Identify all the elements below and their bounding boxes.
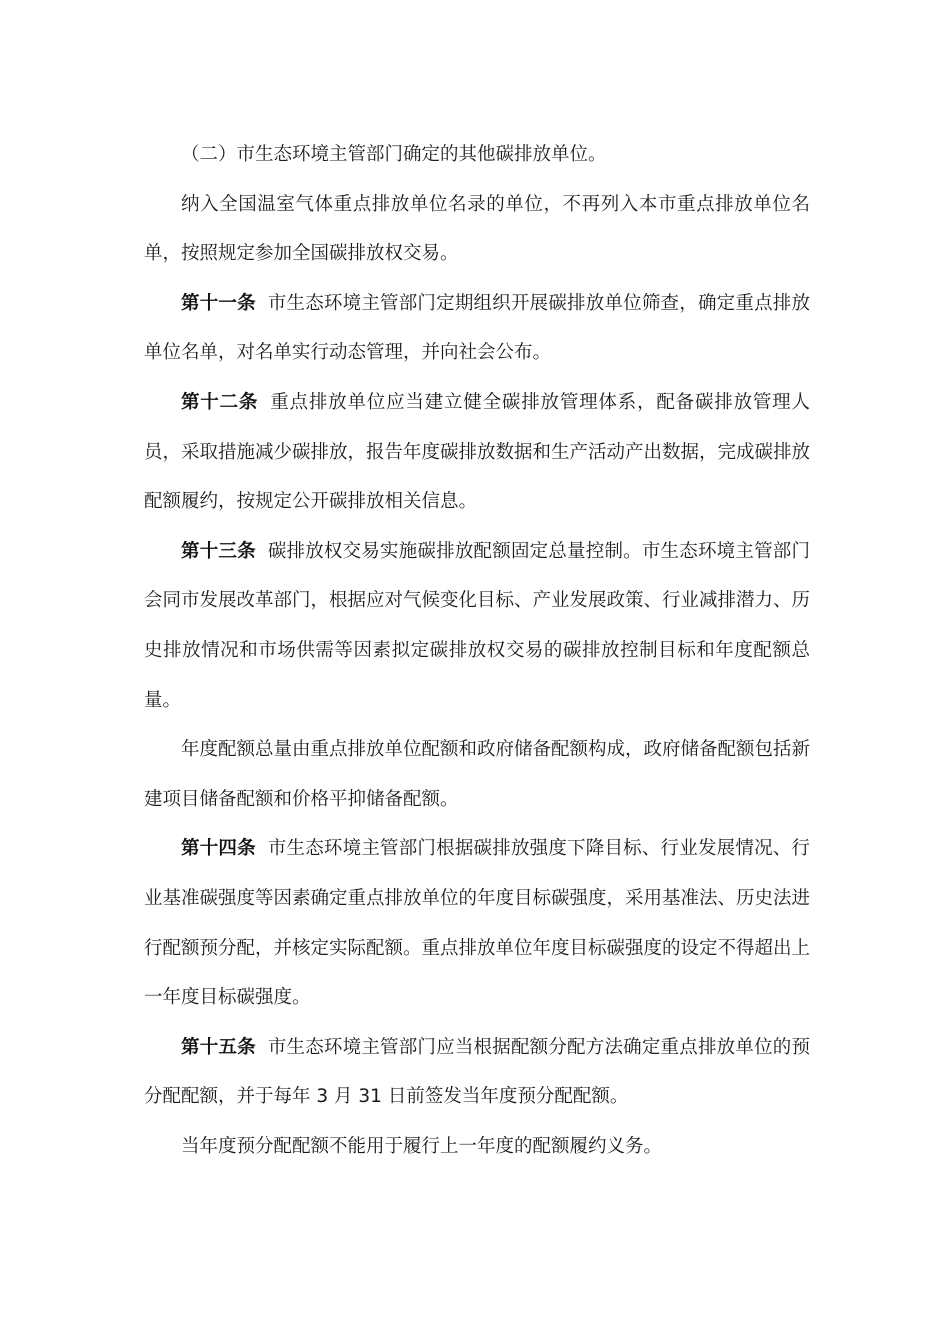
paragraph-text: 当年度预分配配额不能用于履行上一年度的配额履约义务。 bbox=[181, 1135, 663, 1157]
paragraph-quota-composition bbox=[144, 725, 810, 824]
paragraph-text: 市生态环境主管部门根据碳排放强度下降目标、行业发展情况、行业基准碳强度等因素确定重点排放单位的年度目标碳强度，采用基准法、历史法进行配额预分配，并核定实际配额。重点排放单位年度目标碳强度的设定不得超出上一年度目标碳强度。 bbox=[144, 838, 811, 1009]
article-11 bbox=[144, 279, 810, 378]
article-number: 第十五条 bbox=[181, 1036, 256, 1058]
article-number: 第十四条 bbox=[181, 838, 256, 860]
article-15 bbox=[144, 1023, 810, 1122]
paragraph-final bbox=[144, 1122, 810, 1172]
article-number: 第十一条 bbox=[181, 292, 256, 314]
article-13 bbox=[144, 527, 810, 725]
paragraph-text: （二）市生态环境主管部门确定的其他碳排放单位。 bbox=[181, 144, 607, 165]
paragraph-text: 纳入全国温室气体重点排放单位名录的单位，不再列入本市重点排放单位名单，按照规定参加全国碳排放权交易。 bbox=[144, 193, 810, 265]
paragraph-text: 重点排放单位应当建立健全碳排放管理体系，配备碳排放管理人员，采取措施减少碳排放，报告年度碳排放数据和生产活动产出数据，完成碳排放配额履约，按规定公开碳排放相关信息。 bbox=[144, 391, 811, 513]
paragraph-text: 年度配额总量由重点排放单位配额和政府储备配额构成，政府储备配额包括新建项目储备配额和价格平抑储备配额。 bbox=[144, 739, 811, 810]
article-number: 第十三条 bbox=[181, 540, 256, 562]
document-body bbox=[144, 130, 810, 1171]
article-number: 第十二条 bbox=[181, 391, 259, 413]
paragraph-text: 市生态环境主管部门应当根据配额分配方法确定重点排放单位的预分配配额，并于每年 3 月 31 日前签发当年度预分配配额。 bbox=[144, 1036, 810, 1108]
paragraph-1 bbox=[144, 130, 810, 180]
article-12 bbox=[144, 378, 810, 527]
paragraph-text: 碳排放权交易实施碳排放配额固定总量控制。市生态环境主管部门会同市发展改革部门，根据应对气候变化目标、产业发展政策、行业减排潜力、历史排放情况和市场供需等因素拟定碳排放权交易的碳排放控制目标和年度配额总量。 bbox=[144, 540, 811, 711]
paragraph-2 bbox=[144, 180, 810, 279]
article-14 bbox=[144, 824, 810, 1022]
paragraph-text: 市生态环境主管部门定期组织开展碳排放单位筛查，确定重点排放单位名单，对名单实行动态管理，并向社会公布。 bbox=[144, 292, 810, 364]
